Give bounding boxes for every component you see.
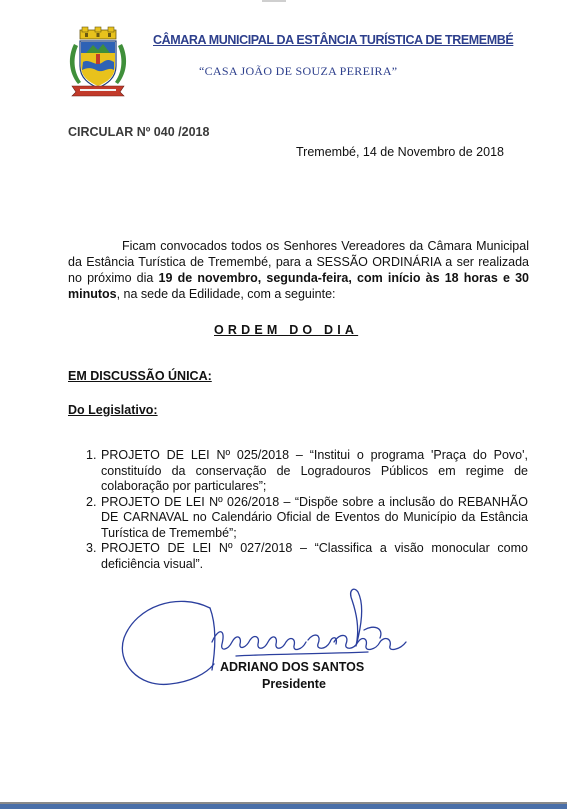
agenda-items-list [86,448,528,572]
agenda-item [86,541,528,572]
municipal-coat-of-arms-icon [66,26,130,98]
agenda-item [86,495,528,542]
circular-number: CIRCULAR Nº 040 /2018 [68,125,210,139]
convocation-text-2: , na sede da Edilidade, com a seguinte: [116,287,336,301]
window-bottom-bar [0,804,567,809]
org-name: CÂMARA MUNICIPAL DA ESTÂNCIA TURÍSTICA DE TREMEMBÉ [153,33,514,47]
agenda-item-text: PROJETO DE LEI Nº 026/2018 – “Dispõe sobre a inclusão do REBANHÃO DE CARNAVAL no Calendário Oficial de Eventos do Município da Estância Turística de Tremembé”; [101,494,528,540]
scan-mark [262,0,286,2]
convocation-paragraph [68,238,529,302]
agenda-item-text: PROJETO DE LEI Nº 025/2018 – “Institui o programa 'Praça do Povo', constituído da conservação de Logradouros Públicos em regime de colaboração por particulares”; [101,448,528,493]
agenda-item-number: 2. [86,494,97,509]
session-date-time: 19 de novembro, segunda-feira, com início às 18 horas e 30 minutos [68,271,529,301]
agenda-item-text: PROJETO DE LEI Nº 027/2018 – “Classifica a visão monocular como deficiência visual”. [101,541,528,571]
signer-name: ADRIANO DOS SANTOS [220,660,365,674]
origin-label: Do Legislativo: [68,403,158,417]
agenda-item-number: 3. [86,541,97,555]
org-subtitle: “CASA JOÃO DE SOUZA PEREIRA” [199,64,398,78]
agenda-title: ORDEM DO DIA [214,323,359,337]
date-line: Tremembé, 14 de Novembro de 2018 [296,145,504,159]
agenda-item-number: 1. [86,448,97,462]
signer-role: Presidente [262,677,326,691]
agenda-item [86,448,528,495]
discussion-label: EM DISCUSSÃO ÚNICA: [68,369,212,383]
convocation-text-1: Ficam convocados todos os Senhores Vereadores da Câmara Municipal da Estância Turística de Tremembé, para a SESSÃO ORDINÁRIA a ser realizada no próximo dia [68,239,529,285]
